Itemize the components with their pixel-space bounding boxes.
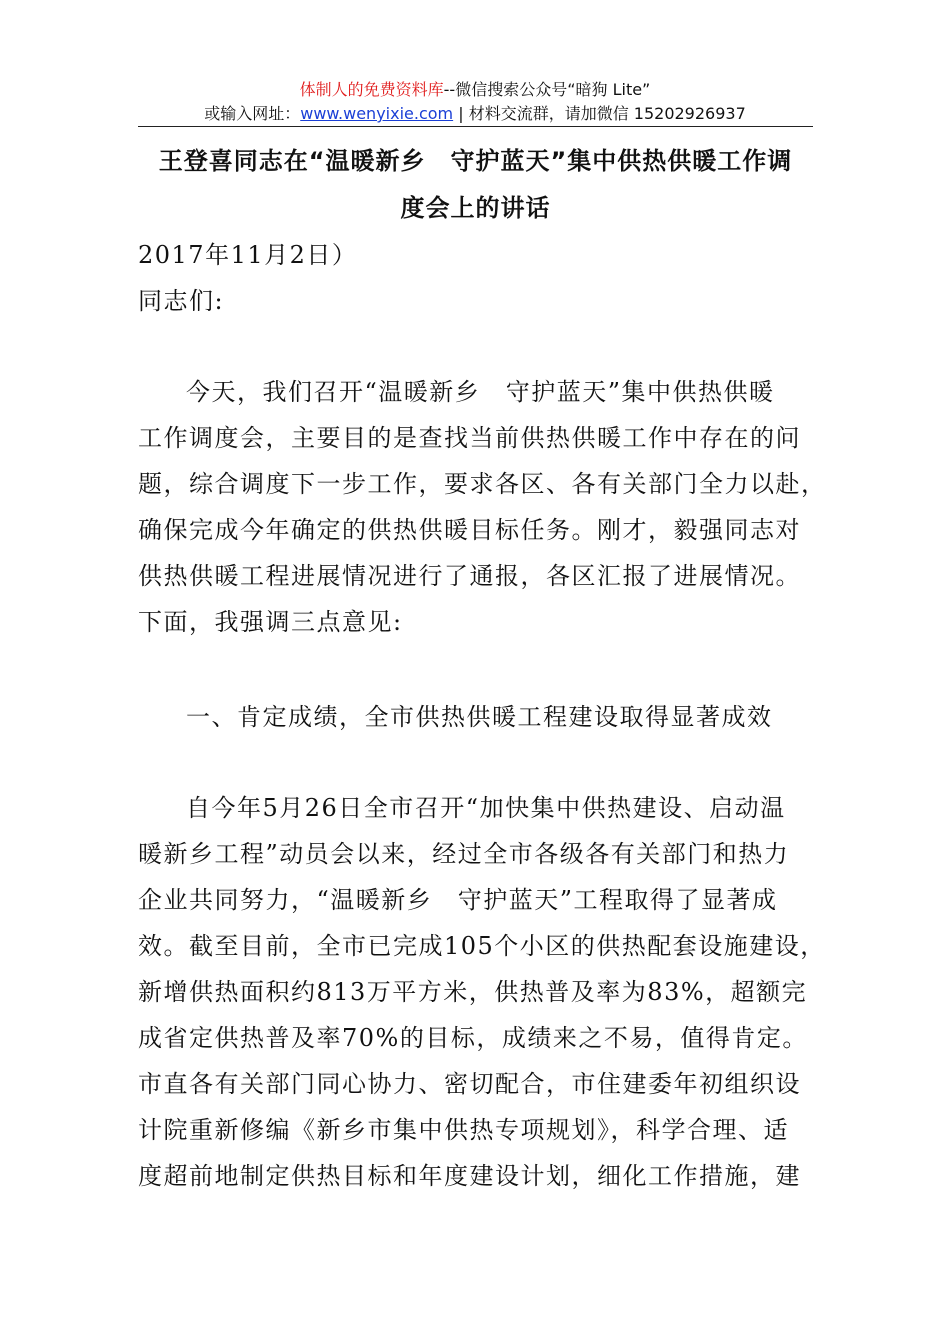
paragraph-2-line: 暖新乡工程”动员会以来，经过全市各级各有关部门和热力 [138, 840, 790, 868]
paragraph-2-line: 效。截至目前，全市已完成105个小区的供热配套设施建设， [138, 932, 826, 960]
url-label: 或输入网址： [204, 104, 301, 123]
paragraph-1-line: 下面，我强调三点意见: [138, 608, 403, 636]
paragraph-2-line: 度超前地制定供热目标和年度建设计划，细化工作措施，建 [138, 1162, 801, 1190]
website-link[interactable]: www.wenyixie.com [300, 104, 454, 123]
paragraph-2-line: 计院重新修编《新乡市集中供热专项规划》，科学合理、适 [138, 1116, 789, 1144]
paragraph-1-line: 确保完成今年确定的供热供暖目标任务。刚才，毅强同志对 [138, 516, 801, 544]
paragraph-1-line: 供热供暖工程进展情况进行了通报，各区汇报了进展情况。 [138, 562, 801, 590]
site-name: 体制人的免费资料库 [299, 80, 444, 99]
paragraph-2-line: 市直各有关部门同心协力、密切配合，市住建委年初组织设 [138, 1070, 801, 1098]
paragraph-2-line: 新增供热面积约813万平方米，供热普及率为83%，超额完 [138, 978, 808, 1006]
paragraph-2-line: 自今年5月26日全市召开“加快集中供热建设、启动温 [186, 794, 786, 822]
header-divider [138, 126, 813, 127]
group-info: | 材料交流群，请加微信 15202926937 [458, 104, 746, 123]
paragraph-1-line: 今天，我们召开“温暖新乡 守护蓝天”集中供热供暖 [186, 378, 775, 406]
paragraph-1-line: 工作调度会，主要目的是查找当前供热供暖工作中存在的问 [138, 424, 801, 452]
wechat-search-text: --微信搜索公众号“暗狗 Lite” [443, 80, 651, 99]
speech-date: 2017年11月2日） [138, 241, 358, 269]
document-title-line-1: 王登喜同志在“温暖新乡 守护蓝天”集中供热供暖工作调 [158, 147, 793, 175]
salutation: 同志们: [138, 287, 225, 315]
header-line-2 [0, 104, 950, 124]
paragraph-2-line: 企业共同努力，“温暖新乡 守护蓝天”工程取得了显著成 [138, 886, 778, 914]
document-title-line-2: 度会上的讲话 [400, 194, 551, 222]
paragraph-1-line: 题，综合调度下一步工作，要求各区、各有关部门全力以赴， [138, 470, 827, 498]
paragraph-2-line: 成省定供热普及率70%的目标，成绩来之不易，值得肯定。 [138, 1024, 808, 1052]
header-line-1 [0, 80, 950, 100]
section-1-heading: 一、肯定成绩，全市供热供暖工程建设取得显著成效 [186, 703, 773, 731]
